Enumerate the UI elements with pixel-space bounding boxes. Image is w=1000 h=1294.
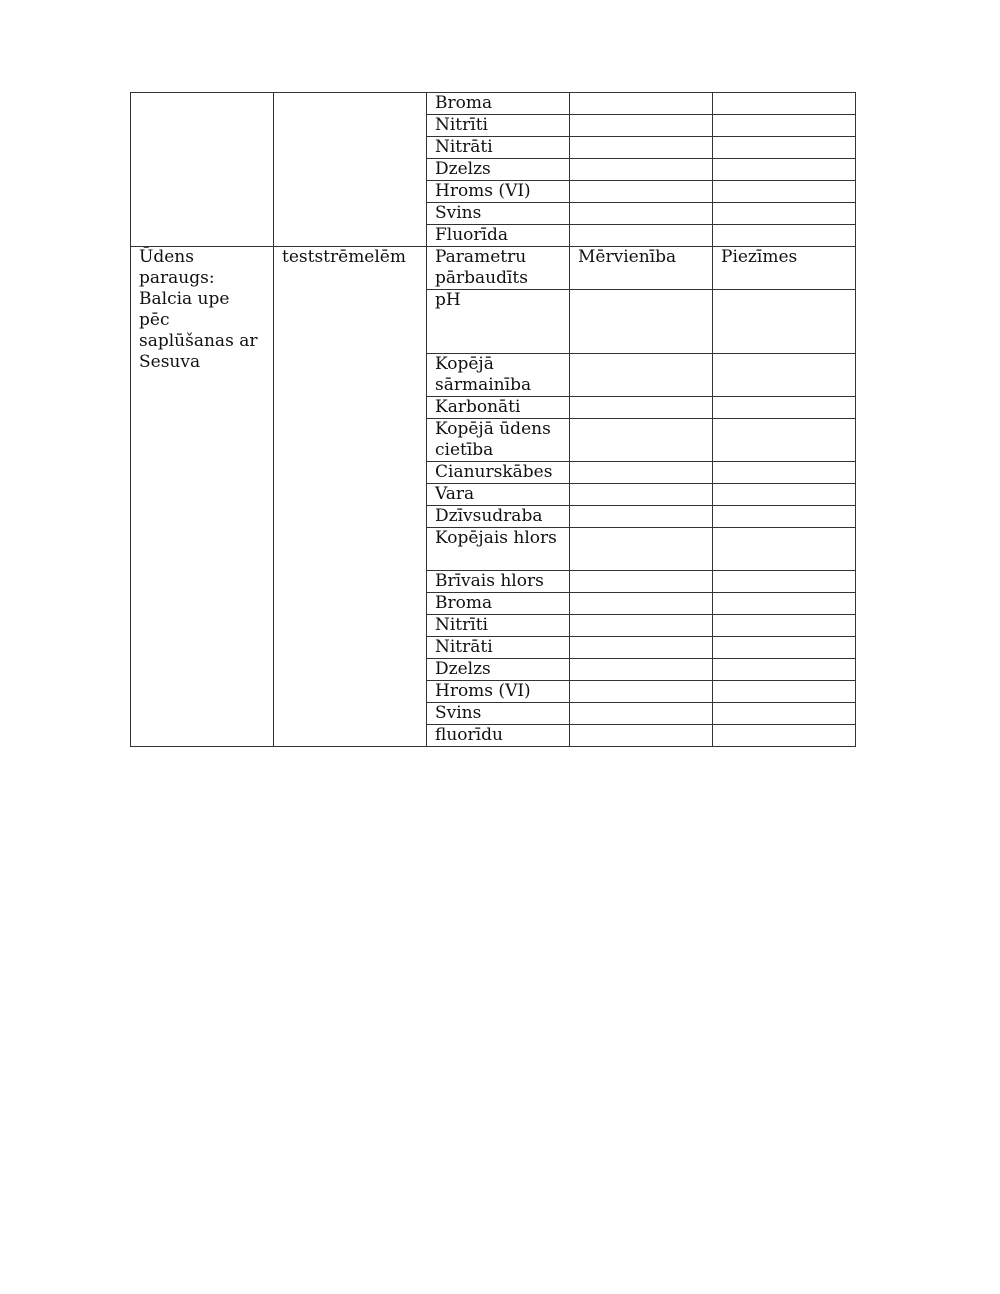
param-cell: Hroms (VI) (427, 681, 570, 703)
notes-cell (713, 725, 856, 747)
unit-cell (570, 290, 713, 354)
unit-cell (570, 397, 713, 419)
notes-cell (713, 397, 856, 419)
parameters-table (130, 92, 856, 747)
param-cell: Svins (427, 203, 570, 225)
param-cell: Dzelzs (427, 659, 570, 681)
param-cell: Broma (427, 93, 570, 115)
param-cell: Broma (427, 593, 570, 615)
unit-cell (570, 703, 713, 725)
table-header-row (131, 247, 856, 290)
notes-cell (713, 137, 856, 159)
unit-cell (570, 462, 713, 484)
param-cell: Brīvais hlors (427, 571, 570, 593)
notes-cell (713, 159, 856, 181)
notes-cell (713, 615, 856, 637)
notes-cell (713, 181, 856, 203)
unit-cell (570, 637, 713, 659)
param-cell: Nitrīti (427, 615, 570, 637)
param-cell: Nitrāti (427, 637, 570, 659)
unit-cell (570, 93, 713, 115)
unit-cell (570, 528, 713, 571)
unit-cell (570, 659, 713, 681)
notes-cell (713, 419, 856, 462)
notes-header: Piezīmes (713, 247, 856, 290)
notes-cell (713, 115, 856, 137)
sample-label-cell: Ūdens paraugs: Balcia upe pēc saplūšanas ar Sesuva (131, 247, 274, 747)
notes-cell (713, 703, 856, 725)
notes-cell (713, 659, 856, 681)
notes-cell (713, 571, 856, 593)
unit-cell (570, 506, 713, 528)
notes-cell (713, 681, 856, 703)
notes-cell (713, 354, 856, 397)
param-cell: Karbonāti (427, 397, 570, 419)
param-cell: Nitrāti (427, 137, 570, 159)
unit-cell (570, 571, 713, 593)
notes-cell (713, 462, 856, 484)
unit-cell (570, 181, 713, 203)
param-header: Parametru pārbaudīts (427, 247, 570, 290)
param-cell: Nitrīti (427, 115, 570, 137)
param-cell: Dzīvsudraba (427, 506, 570, 528)
unit-cell (570, 137, 713, 159)
method-cell: teststrēmelēm (274, 247, 427, 747)
param-cell: Fluorīda (427, 225, 570, 247)
empty-sample-cell (131, 93, 274, 247)
notes-cell (713, 506, 856, 528)
notes-cell (713, 93, 856, 115)
param-cell: Cianurskābes (427, 462, 570, 484)
unit-cell (570, 419, 713, 462)
notes-cell (713, 484, 856, 506)
unit-cell (570, 484, 713, 506)
unit-cell (570, 159, 713, 181)
notes-cell (713, 637, 856, 659)
param-cell: Vara (427, 484, 570, 506)
param-cell: pH (427, 290, 570, 354)
param-cell: Dzelzs (427, 159, 570, 181)
param-cell: Kopējā ūdens cietība (427, 419, 570, 462)
empty-method-cell (274, 93, 427, 247)
unit-cell (570, 225, 713, 247)
table-row (131, 93, 856, 115)
param-cell: Svins (427, 703, 570, 725)
notes-cell (713, 203, 856, 225)
param-cell: Kopējā sārmainība (427, 354, 570, 397)
param-cell: fluorīdu (427, 725, 570, 747)
unit-cell (570, 593, 713, 615)
unit-cell (570, 203, 713, 225)
unit-cell (570, 681, 713, 703)
unit-cell (570, 354, 713, 397)
notes-cell (713, 290, 856, 354)
unit-header: Mērvienība (570, 247, 713, 290)
unit-cell (570, 615, 713, 637)
unit-cell (570, 725, 713, 747)
unit-cell (570, 115, 713, 137)
notes-cell (713, 528, 856, 571)
notes-cell (713, 593, 856, 615)
param-cell: Kopējais hlors (427, 528, 570, 571)
param-cell: Hroms (VI) (427, 181, 570, 203)
notes-cell (713, 225, 856, 247)
